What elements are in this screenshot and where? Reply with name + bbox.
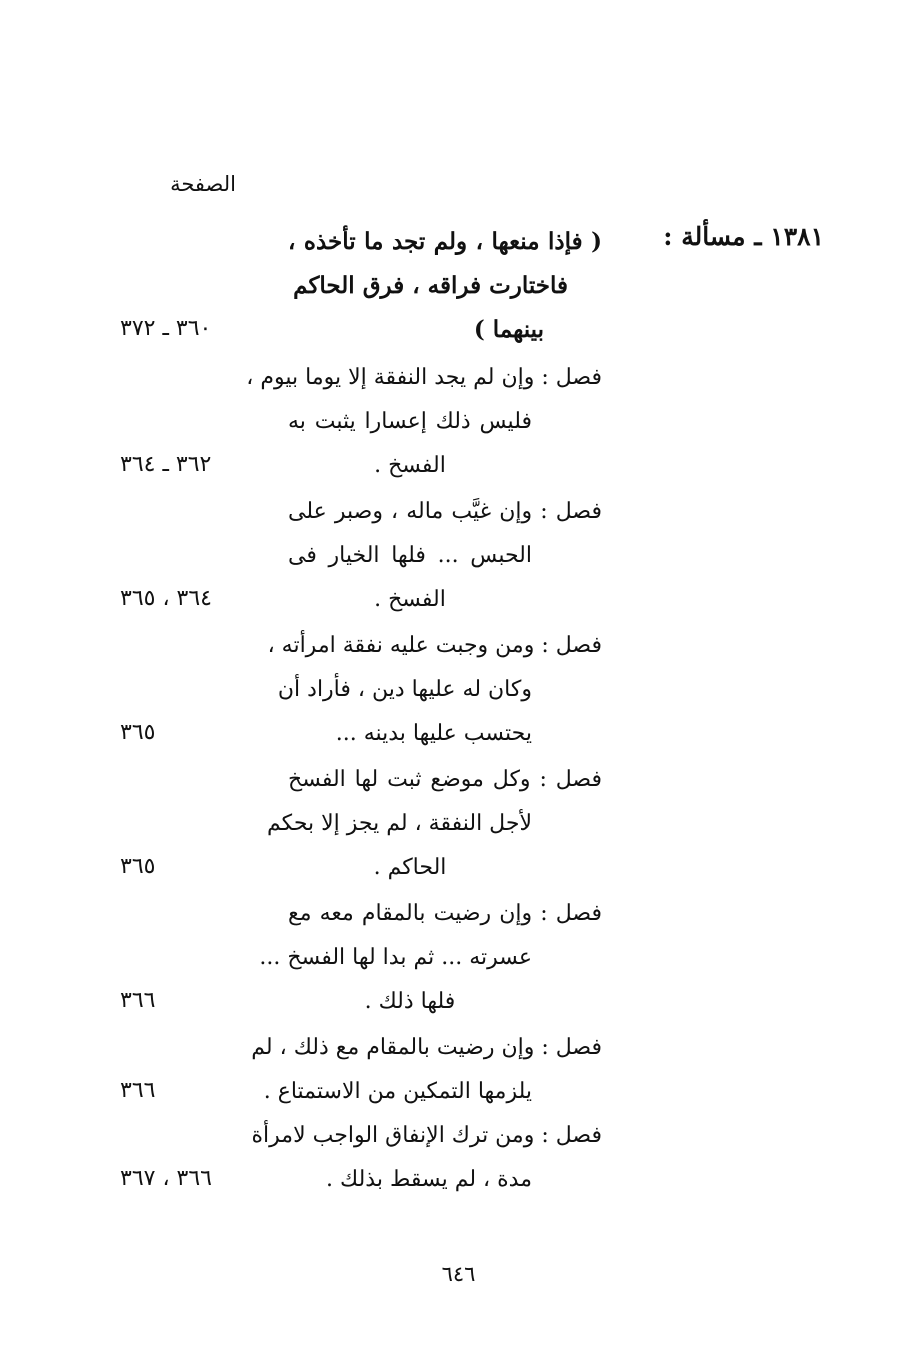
page-reference: ٣٦٥: [120, 720, 156, 745]
entry-line: فصل : ومن وجبت عليه نفقة امرأته ،: [267, 633, 602, 658]
masala-number-label: ١٣٨١ ـ مسألة :: [663, 222, 824, 251]
entry-line: الفسخ .: [374, 587, 446, 612]
page-reference: ٣٦٦: [120, 988, 156, 1013]
entry-line: فصل : وإن غيَّب ماله ، وصبر على: [288, 499, 602, 524]
page-reference: ٣٦٦ ، ٣٦٧: [120, 1166, 212, 1191]
entry-line: ( فإذا منعها ، ولم تجد ما تأخذه ،: [288, 228, 602, 255]
entry-line: بينهما ): [473, 316, 544, 343]
entry-line: وكان له عليها دين ، فأراد أن: [277, 677, 532, 702]
page-number: ٦٤٦: [441, 1262, 476, 1286]
entry-line: فليس ذلك إعسارا يثبت به: [288, 409, 532, 434]
page-reference: ٣٦٤ ، ٣٦٥: [120, 586, 212, 611]
entry-line: عسرته ... ثم بدا لها الفسخ ...: [259, 945, 532, 970]
entry-line: الحبس ... فلها الخيار فى: [288, 543, 532, 568]
entry-line: الفسخ .: [374, 453, 446, 478]
entry-line: فصل : وإن لم يجد النفقة إلا يوما بيوم ،: [246, 365, 602, 390]
entry-line: الحاكم .: [373, 855, 447, 880]
entry-line: فصل : وإن رضيت بالمقام مع ذلك ، لم: [251, 1035, 602, 1060]
page-reference: ٣٦٦: [120, 1078, 156, 1103]
entry-line: فلها ذلك .: [364, 989, 456, 1014]
page-reference: ٣٦٥: [120, 854, 156, 879]
entry-line: يلزمها التمكين من الاستمتاع .: [263, 1079, 532, 1104]
entry-line: فاختارت فراقه ، فرق الحاكم: [293, 272, 568, 299]
page-reference: ٣٦٠ ـ ٣٧٢: [120, 316, 212, 341]
entry-line: فصل : وكل موضع ثبت لها الفسخ: [288, 767, 602, 792]
page-reference: ٣٦٢ ـ ٣٦٤: [120, 452, 212, 477]
page-column-header: الصفحة: [170, 172, 236, 196]
entry-line: يحتسب عليها بدينه ...: [335, 721, 532, 746]
entry-line: فصل : ومن ترك الإنفاق الواجب لامرأة: [251, 1123, 602, 1148]
entry-line: فصل : وإن رضيت بالمقام معه مع: [288, 901, 602, 926]
entry-line: مدة ، لم يسقط بذلك .: [326, 1167, 532, 1192]
entry-line: لأجل النفقة ، لم يجز إلا بحكم: [267, 811, 532, 836]
